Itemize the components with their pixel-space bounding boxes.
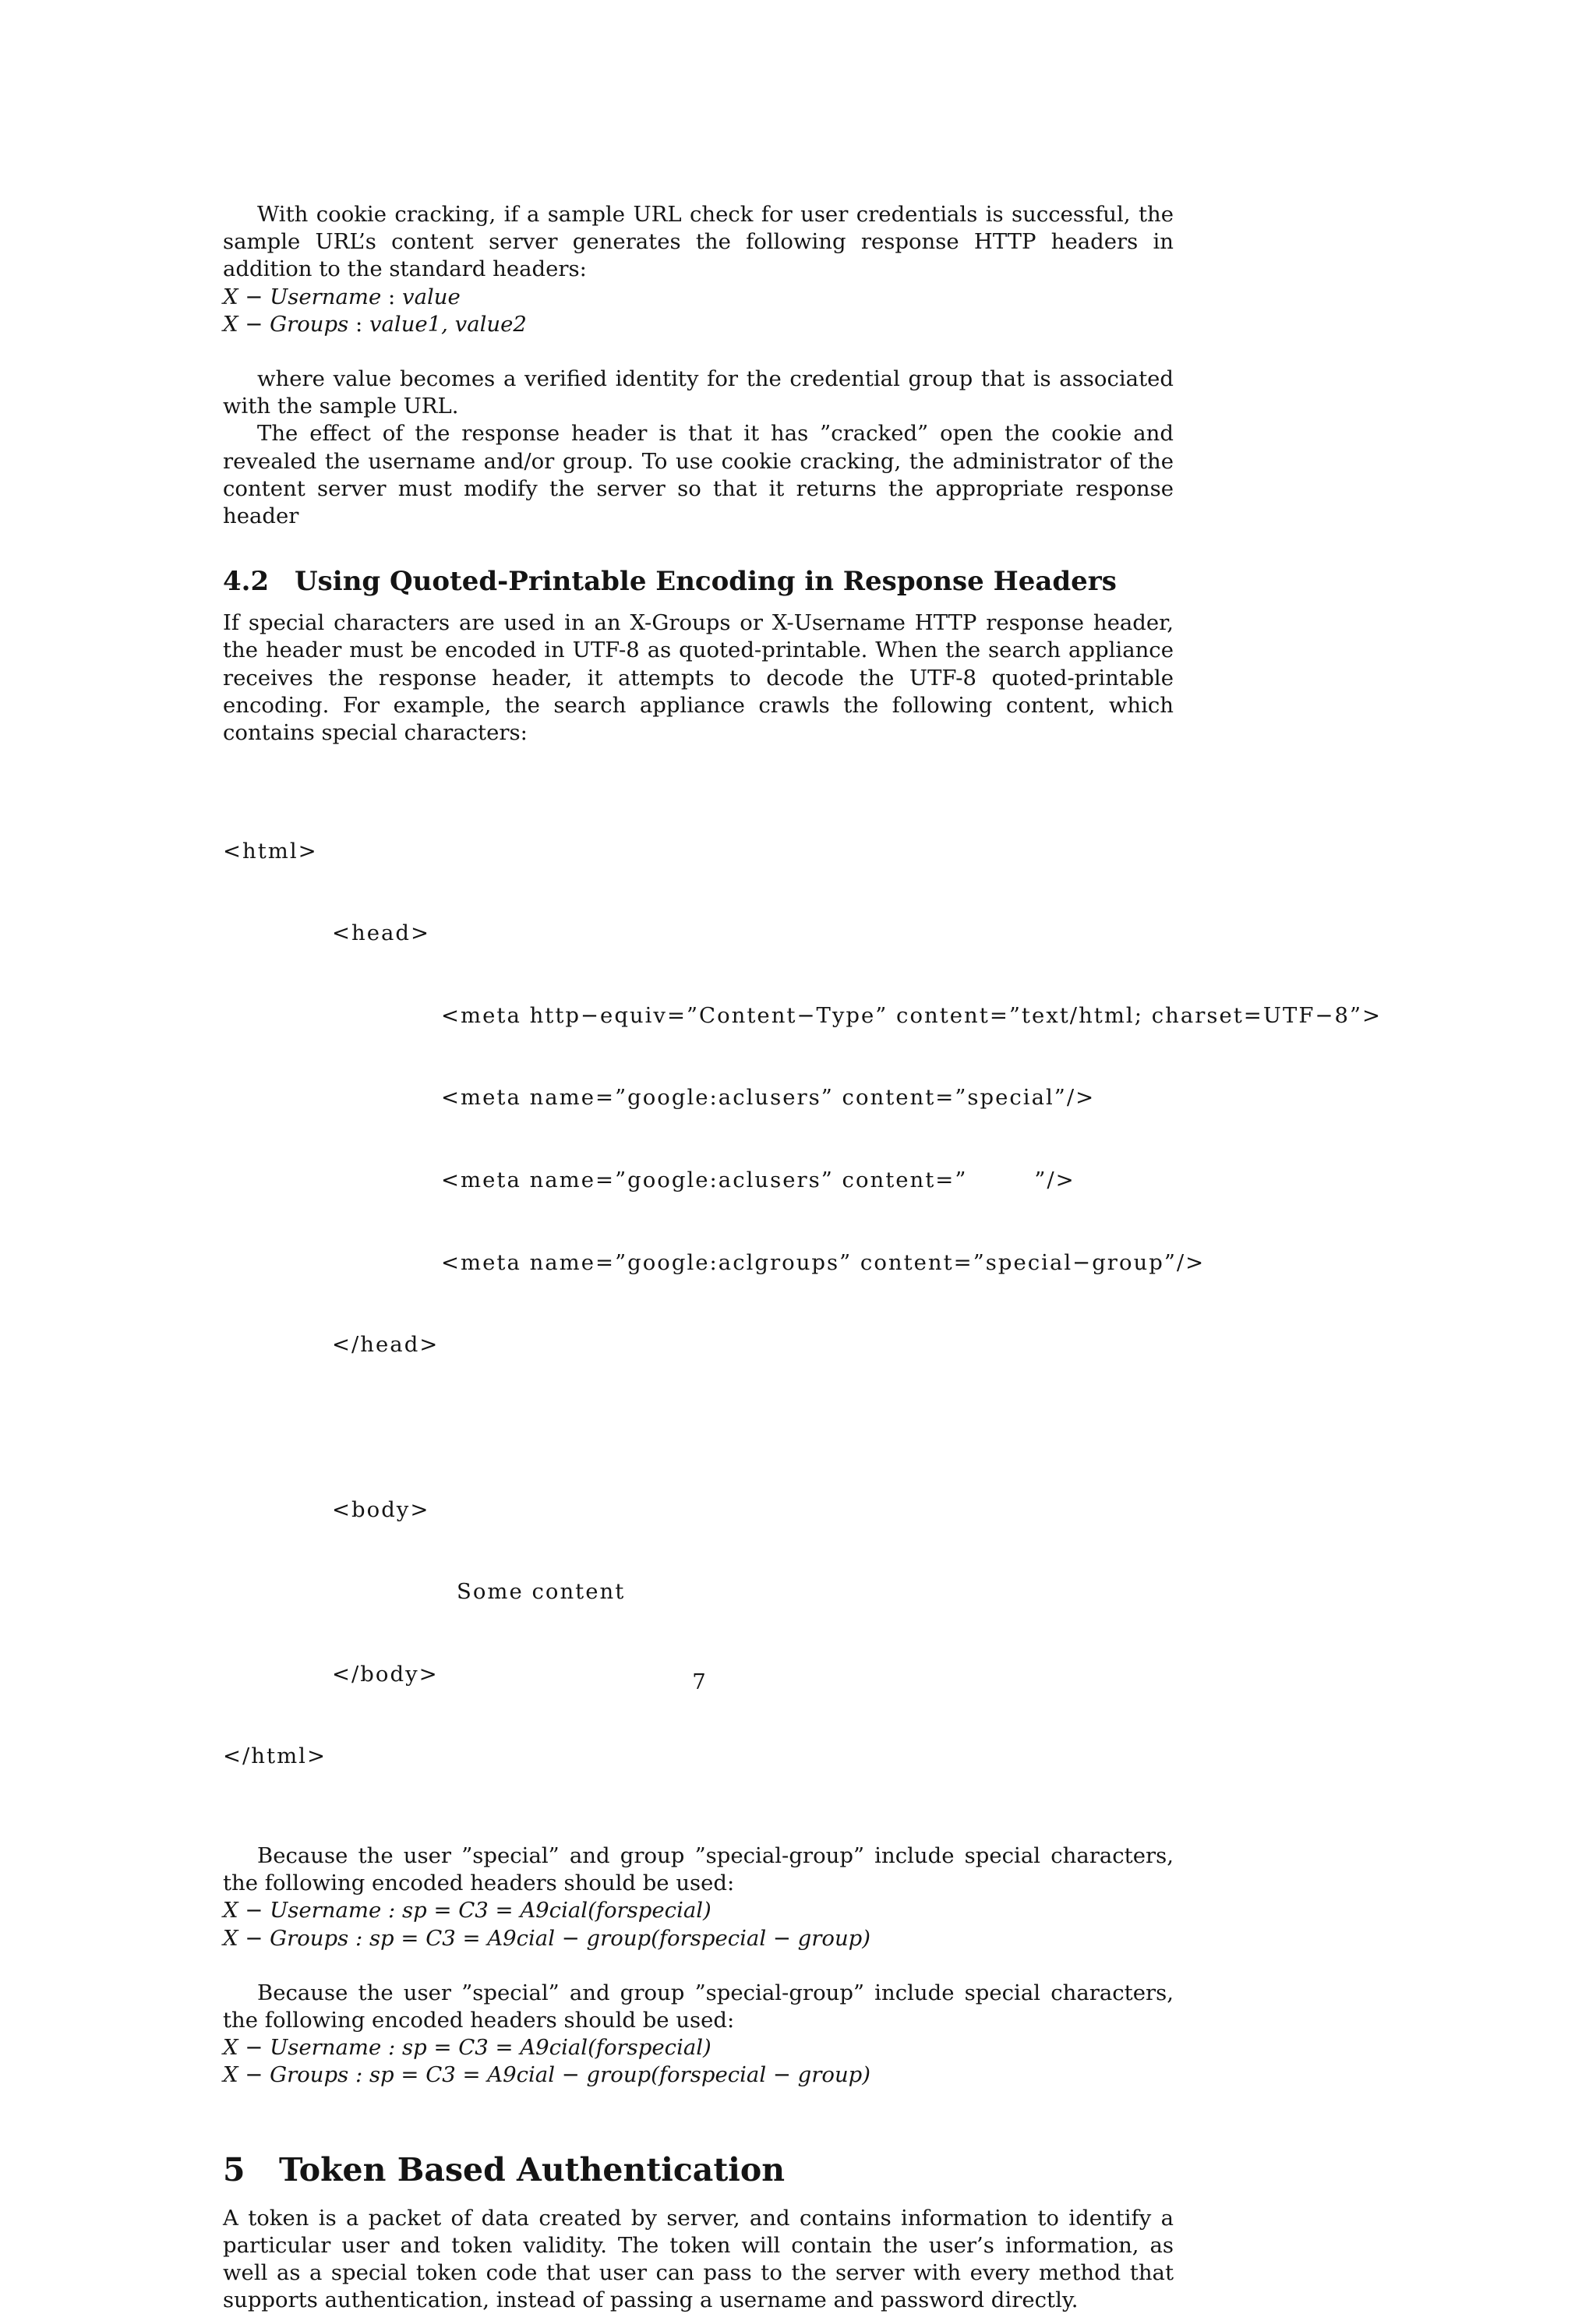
section-number: 5 xyxy=(223,2150,245,2189)
encoded-headers-paragraph: Because the user ”special” and group ”special-group” include special characters, the following encoded headers should be used: xyxy=(223,1842,1174,1896)
code-line: </head> xyxy=(332,1332,440,1358)
encoded-username-line-repeat: X − Username : sp = C3 = A9cial(forspecial) xyxy=(223,2035,711,2061)
value-explanation-paragraph: where value becomes a verified identity for the credential group that is associated with the sample URL. xyxy=(223,366,1174,419)
token-paragraph: A token is a packet of data created by server, and contains information to identify a particular user and token validity. The token will contain the user’s information, as well as a special token code that user can pass to the server with every method that supports authentication, instead of passing a username and password directly. xyxy=(223,2205,1174,2313)
section-number: 4.2 xyxy=(223,566,270,598)
code-line: <meta name=”google:aclgroups” content=”special−group”/> xyxy=(441,1249,1206,1275)
code-line: <body> xyxy=(332,1496,430,1522)
code-line: </html> xyxy=(223,1743,327,1769)
header-username-line: X − Username : value xyxy=(223,284,461,309)
cracking-effect-paragraph: The effect of the response header is that it has ”cracked” open the cookie and revealed the username and/or group. To use cookie cracking, the administrator of the content server must modify the server so that it returns the appropriate response header xyxy=(223,421,1174,529)
intro-paragraph: With cookie cracking, if a sample URL check for user credentials is successful, the sample URL’s content server generates the following response HTTP headers in addition to the standard headers: xyxy=(223,202,1174,282)
section-title: Using Quoted-Printable Encoding in Response Headers xyxy=(295,566,1117,598)
section-title: Token Based Authentication xyxy=(279,2150,786,2189)
spacer xyxy=(223,338,1174,366)
encoded-groups-line: X − Groups : sp = C3 = A9cial − group(forspecial − group) xyxy=(223,1925,871,1951)
encoded-groups-line-repeat: X − Groups : sp = C3 = A9cial − group(forspecial − group) xyxy=(223,2062,871,2088)
section-4-2-heading xyxy=(223,564,1174,599)
encoded-username-line: X − Username : sp = C3 = A9cial(forspecial) xyxy=(223,1898,711,1924)
code-line: Some content xyxy=(457,1579,626,1605)
code-blank-line xyxy=(223,1414,1174,1441)
header-groups-line: X − Groups : value1, value2 xyxy=(223,311,527,337)
code-line: <meta name=”google:aclusers” content=” ”/> xyxy=(441,1168,1075,1193)
code-line: <meta http−equiv=”Content−Type” content=”text/html; charset=UTF−8”> xyxy=(441,1002,1382,1028)
section-5-heading xyxy=(223,2150,1174,2189)
header-groups-value: value1, value2 xyxy=(369,311,527,337)
quoted-printable-paragraph: If special characters are used in an X-Groups or X-Username HTTP response header, the header must be encoded in UTF-8 as quoted-printable. When the search appliance receives the response header, it attempts to decode the UTF-8 quoted-printable encoding. For example, the search appliance crawls the following content, which contains special characters: xyxy=(223,610,1174,746)
header-username-name: X − Username xyxy=(223,284,382,309)
code-line: <html> xyxy=(223,838,318,864)
header-groups-name: X − Groups xyxy=(223,311,349,337)
page-body xyxy=(223,201,1382,2314)
encoded-headers-paragraph-repeat: Because the user ”special” and group ”special-group” include special characters, the following encoded headers should be used: xyxy=(223,1980,1174,2033)
code-line: <meta name=”google:aclusers” content=”special”/> xyxy=(441,1085,1096,1111)
spacer xyxy=(223,1952,1174,1980)
code-line: <head> xyxy=(332,920,431,946)
page-number: 7 xyxy=(692,1669,706,1694)
header-username-value: value xyxy=(402,284,461,309)
code-line: </body> xyxy=(332,1661,439,1687)
